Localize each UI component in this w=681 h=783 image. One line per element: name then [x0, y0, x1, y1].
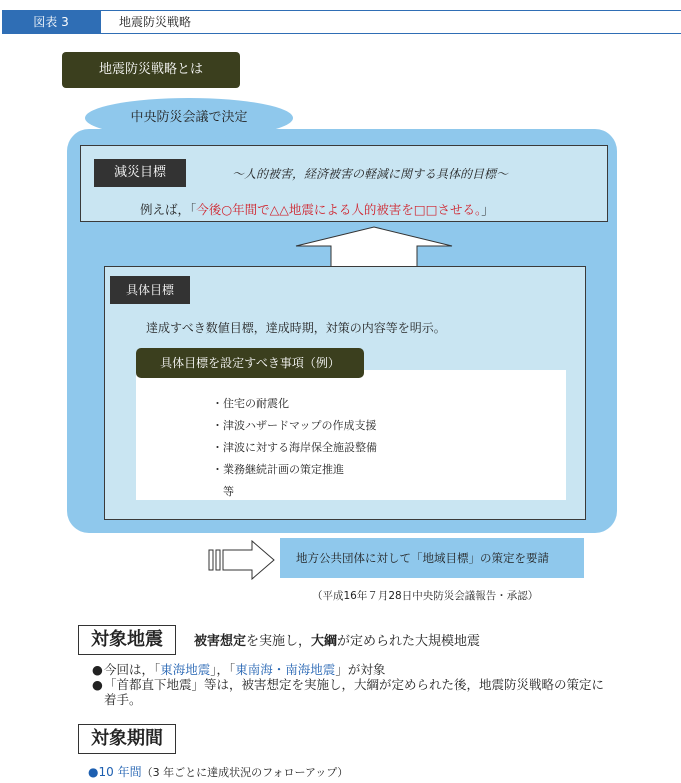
- list-item: [92, 677, 614, 707]
- request-box: 地方公共団体に対して「地域目標」の策定を要請: [280, 538, 584, 578]
- target-quake-label: 対象地震: [78, 625, 176, 655]
- bullet1-tonankai: 東南海・南海地震: [235, 662, 336, 677]
- right-arrow-icon: [208, 540, 276, 580]
- concrete-goal-text: 達成すべき数値目標，達成時期，対策の内容等を明示。: [146, 321, 446, 335]
- desc-part3: 大綱: [311, 634, 338, 649]
- desc-part4: が定められた大規模地震: [337, 634, 481, 649]
- example-suffix: 」: [481, 202, 494, 217]
- target-quake-desc: [194, 630, 480, 649]
- list-item: [92, 662, 614, 677]
- items-list: [212, 393, 377, 503]
- target-period-label: 対象期間: [78, 724, 176, 754]
- reduction-goal-example: [140, 200, 494, 218]
- example-prefix: 例えば，「: [140, 202, 197, 217]
- list-item: ・業務継続計画の策定推進: [212, 463, 344, 476]
- concrete-goal-label: 具体目標: [110, 276, 190, 304]
- bullet-icon: ●: [92, 662, 103, 677]
- list-item: ・住宅の耐震化: [212, 397, 289, 410]
- decided-by-ellipse: 中央防災会議で決定: [85, 98, 293, 138]
- period-value: 10 年間: [98, 765, 142, 779]
- figure-number: 図表 3: [2, 10, 100, 34]
- desc-part2: を実施し，: [246, 634, 312, 649]
- figure-title: 地震防災戦略: [100, 10, 681, 34]
- items-label: 具体目標を設定すべき事項（例）: [136, 348, 364, 378]
- bullet1-mid: 」，「: [210, 662, 236, 677]
- bullet1-prefix: 今回は，「: [104, 662, 161, 677]
- desc-part1: 被害想定: [194, 634, 247, 649]
- list-item: 等: [212, 485, 234, 498]
- bullet-icon: ●: [92, 677, 103, 692]
- up-arrow-icon: [295, 226, 453, 268]
- reduction-goal-label: 減災目標: [94, 159, 186, 187]
- source-note: （平成16年７月28日中央防災会議報告・承認）: [312, 590, 539, 602]
- bullet1-suffix: 」が対象: [335, 662, 386, 677]
- example-text: 今後○年間で△△地震による人的被害を□□させる。: [196, 202, 482, 217]
- list-item: ・津波ハザードマップの作成支援: [212, 419, 377, 432]
- bullet-icon: ●: [88, 765, 99, 779]
- reduction-goal-subtitle: ～人的被害，経済被害の軽減に関する具体的目標～: [232, 167, 509, 181]
- list-item: ・津波に対する海岸保全施設整備: [212, 441, 377, 454]
- bullet2-text: 「首都直下地震」等は，被害想定を実施し，大綱が定められた後，地震防災戦略の策定に着手。: [104, 677, 605, 707]
- target-quake-bullets: [92, 662, 614, 707]
- period-detail: （3 年ごとに達成状況のフォローアップ）: [141, 766, 349, 779]
- bullet1-tokai: 東海地震: [160, 662, 211, 677]
- strategy-label: 地震防災戦略とは: [62, 52, 240, 88]
- target-period-row: [88, 763, 348, 780]
